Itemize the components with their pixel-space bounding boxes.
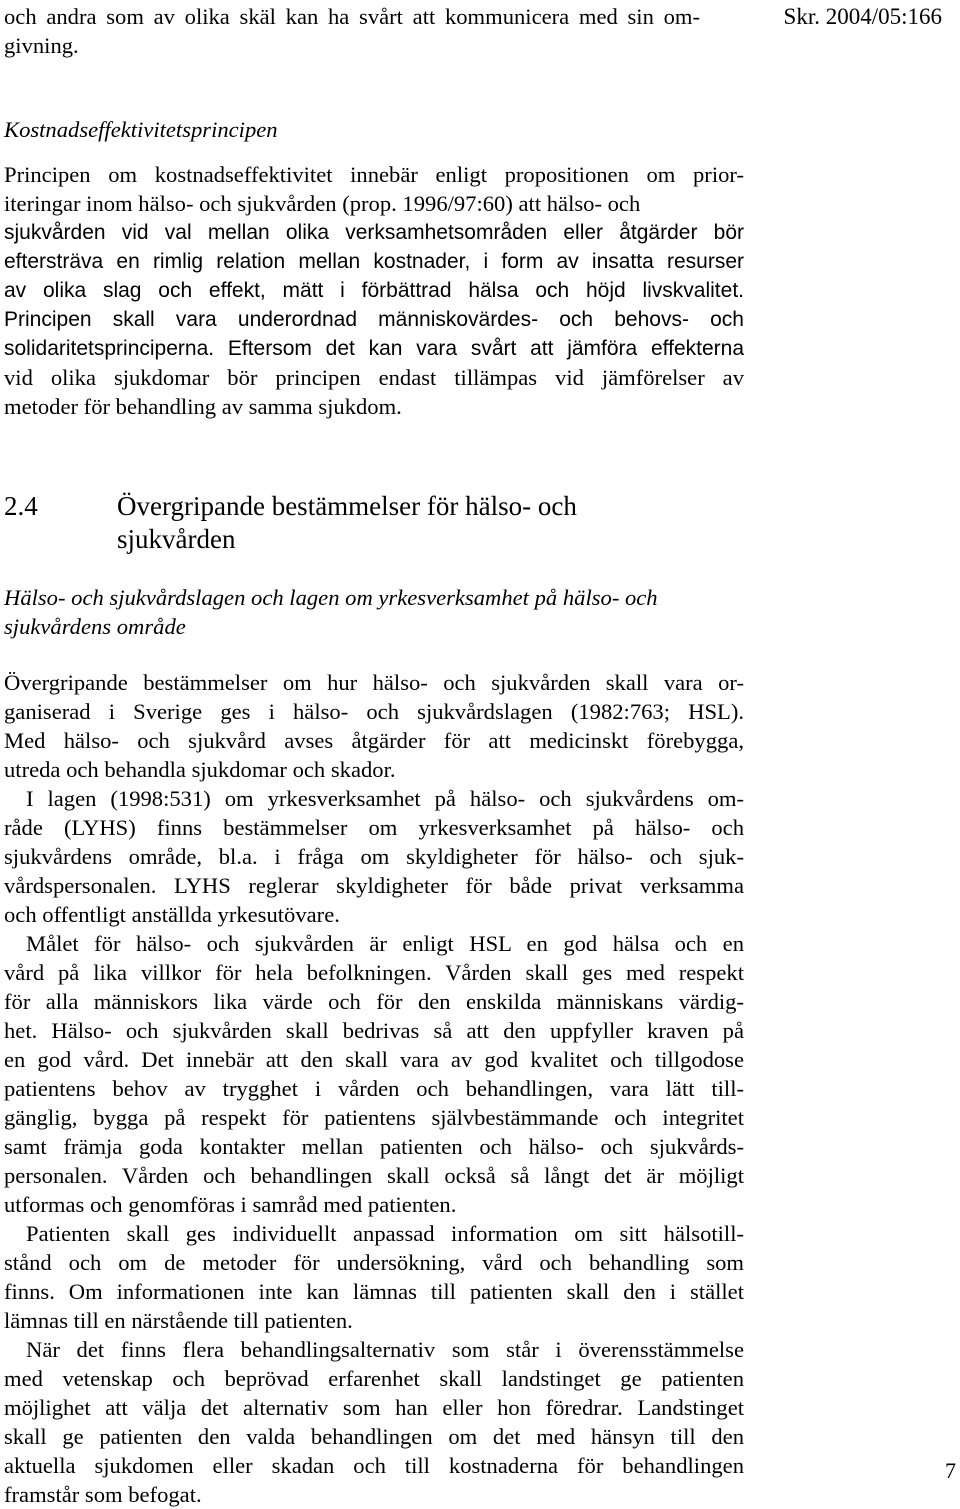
text-line: eftersträva en rimlig relation mellan kostnader, i form av insatta resurser [4,250,744,273]
text-line: vård på lika villkor för hela befolkningen. Vården skall ges med respekt [4,960,744,985]
text-line: Patienten skall ges individuellt anpassad information om sitt hälsotill- [26,1221,744,1246]
body-paragraph [4,929,744,1219]
section-heading [4,490,744,556]
intro-paragraph [4,2,744,60]
text-line: Med hälso- och sjukvård avses åtgärder för att medicinskt förebygga, [4,728,744,753]
text-line: råde (LYHS) finns bestämmelser om yrkesverksamhet på hälso- och [4,815,744,840]
text-line: lämnas till en närstående till patienten. [4,1308,353,1333]
text-line: vid olika sjukdomar bör principen endast tillämpas vid jämförelser av [4,365,744,390]
section-title-line: sjukvården [117,524,236,554]
text-line: sjukvårdens område, bl.a. i fråga om skyldigheter för hälso- och sjuk- [4,844,744,869]
law-heading-line: sjukvårdens område [4,614,186,639]
section-number: 2.4 [4,491,38,521]
text-line: vårdspersonalen. LYHS reglerar skyldigheter för både privat verksamma [4,873,744,898]
text-line: framstår som befogat. [4,1482,202,1507]
text-line: sjukvården vid val mellan olika verksamhetsområden eller åtgärder bör [4,221,744,244]
text-line: iteringar inom hälso- och sjukvården (prop. 1996/97:60) att hälso- och [4,191,641,216]
text-line: personalen. Vården och behandlingen skall också så långt det är möjligt [4,1163,744,1188]
principle-paragraph [4,160,744,421]
text-line: och offentligt anställda yrkesutövare. [4,902,340,927]
text-line: finns. Om informationen inte kan lämnas till patienten skall den i stället [4,1279,744,1304]
text-line: Övergripande bestämmelser om hur hälso- och sjukvården skall vara or- [4,670,744,695]
document-reference: Skr. 2004/05:166 [783,4,942,29]
text-line: solidaritetsprinciperna. Eftersom det kan vara svårt att jämföra effekterna [4,337,744,360]
body-paragraph [4,1335,744,1509]
section-title [117,490,577,556]
text-line: samt främja goda kontakter mellan patienten och hälso- och sjukvårds- [4,1134,744,1159]
page-content [4,2,744,1509]
text-line: utreda och behandla sjukdomar och skador. [4,757,396,782]
text-line: patientens behov av trygghet i vården och behandlingen, vara lätt till- [4,1076,744,1101]
text-line: När det finns flera behandlingsalternativ som står i överensstämmelse [26,1337,744,1362]
text-line: het. Hälso- och sjukvården skall bedrivas så att den uppfyller kraven på [4,1018,744,1043]
text-line: aktuella sjukdomen eller skadan och till kostnaderna för behandlingen [4,1453,744,1478]
text-line: I lagen (1998:531) om yrkesverksamhet på hälso- och sjukvårdens om- [26,786,744,811]
section-title-line: Övergripande bestämmelser för hälso- och [117,491,577,521]
text-line: utformas och genomföras i samråd med patienten. [4,1192,457,1217]
text-line: ganiserad i Sverige ges i hälso- och sjukvårdslagen (1982:763; HSL). [4,699,744,724]
body-paragraph [4,1219,744,1335]
text-line: gänglig, bygga på respekt för patientens självbestämmande och integritet [4,1105,744,1130]
text-line: med vetenskap och beprövad erfarenhet skall landstinget ge patienten [4,1366,744,1391]
text-line: för alla människors lika värde och för den enskilda människans värdig- [4,989,744,1014]
law-heading [4,583,744,641]
principle-heading: Kostnadseffektivitetsprincipen [4,117,278,142]
page-number: 7 [945,1458,956,1483]
text-line: Principen om kostnadseffektivitet innebär enligt propositionen om prior- [4,162,744,187]
text-line: Målet för hälso- och sjukvården är enligt HSL en god hälsa och en [26,931,744,956]
law-heading-line: Hälso- och sjukvårdslagen och lagen om yrkesverksamhet på hälso- och [4,585,658,610]
body-paragraph [4,784,744,929]
text-line: Principen skall vara underordnad människovärdes- och behovs- och [4,308,744,331]
text-line: och andra som av olika skäl kan ha svårt att kommunicera med sin om- [4,4,700,29]
text-line: givning. [4,33,79,58]
text-line: metoder för behandling av samma sjukdom. [4,394,402,419]
text-line: skall ge patienten den valda behandlingen om det med hänsyn till den [4,1424,744,1449]
text-line: möjlighet att välja det alternativ som han eller hon föredrar. Landstinget [4,1395,744,1420]
text-line: en god vård. Det innebär att den skall vara av god kvalitet och tillgodose [4,1047,744,1072]
text-line: stånd och om de metoder för undersökning, vård och behandling som [4,1250,744,1275]
text-line: av olika slag och effekt, mätt i förbättrad hälsa och höjd livskvalitet. [4,279,744,302]
body-paragraph [4,668,744,784]
